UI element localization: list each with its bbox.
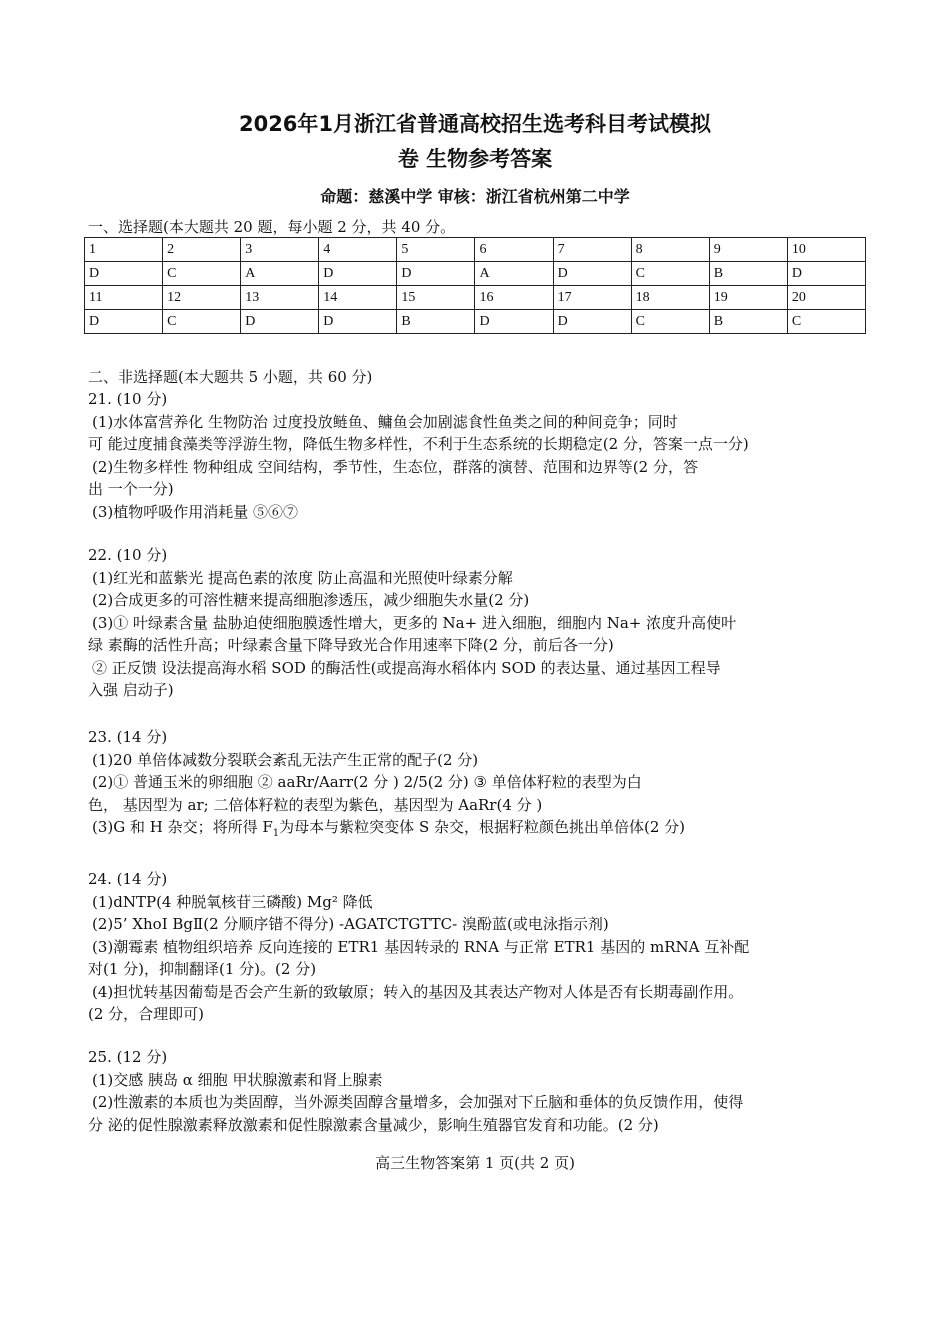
question-23-heading: 23. (14 分) [88, 728, 168, 746]
answer-table-cell: 5 [397, 238, 475, 262]
answer-table-cell: C [631, 262, 709, 286]
question-22 [88, 544, 864, 702]
section1-heading: 一、选择题(本大题共 20 题，每小题 2 分，共 40 分。 [88, 218, 456, 236]
question-23 [88, 726, 864, 846]
q22-line: (1)红光和蓝紫光 提高色素的浓度 防止高温和光照使叶绿素分解 [92, 568, 513, 587]
answer-table-cell: 15 [397, 286, 475, 310]
answer-table-cell: 16 [475, 286, 553, 310]
q22-line: ② 正反馈 设法提高海水稻 SOD 的酶活性(或提高海水稻体内 SOD 的表达量、通过基因工程导 [92, 658, 721, 677]
answer-table-cell: 17 [553, 286, 631, 310]
answer-table-cell: D [85, 262, 163, 286]
answer-table-cell: D [319, 262, 397, 286]
question-22-heading: 22. (10 分) [88, 546, 168, 564]
answer-table-cell: C [787, 310, 865, 334]
q22-line: 绿 素酶的活性升高；叶绿素含量下降导致光合作用速率下降(2 分，前后各一分) [88, 636, 614, 654]
answer-table-cell: C [163, 310, 241, 334]
answer-table-cell: D [553, 262, 631, 286]
answer-table-row [85, 262, 866, 286]
section2-heading: 二、非选择题(本大题共 5 小题，共 60 分) [88, 368, 373, 386]
answer-table-cell: 7 [553, 238, 631, 262]
q24-line: (1)dNTP(4 种脱氧核苷三磷酸) Mg² 降低 [92, 892, 373, 911]
q21-line: (2)生物多样性 物种组成 空间结构，季节性，生态位，群落的演替、范围和边界等(2 分，答 [92, 457, 698, 476]
answer-table-cell: 3 [241, 238, 319, 262]
q22-line: (2)合成更多的可溶性糖来提高细胞渗透压，减少细胞失水量(2 分) [92, 591, 530, 609]
answer-table-cell: 8 [631, 238, 709, 262]
q24-line: (2)5’ XhoI BgⅡ(2 分顺序错不得分) -AGATCTGTTC- 溴酚蓝(或电泳指示剂) [92, 915, 609, 933]
answer-table-cell: 12 [163, 286, 241, 310]
q25-line: (1)交感 胰岛 α 细胞 甲状腺激素和肾上腺素 [92, 1070, 383, 1089]
q24-line: (2 分，合理即可) [88, 1005, 205, 1023]
answer-table-row [85, 238, 866, 262]
exam-credits: 命题：慈溪中学 审核：浙江省杭州第二中学 [320, 187, 630, 206]
q23-line: 色， 基因型为 ar; 二倍体籽粒的表型为紫色，基因型为 AaRr(4 分 ) [88, 795, 543, 814]
answer-table-cell: 2 [163, 238, 241, 262]
answer-table-cell: A [475, 262, 553, 286]
answer-table-cell: 18 [631, 286, 709, 310]
answer-table-cell: D [85, 310, 163, 334]
exam-title-line1: 2026年1月浙江省普通高校招生选考科目考试模拟 [238, 112, 712, 136]
q25-line: 分 泌的促性腺激素释放激素和促性腺激素含量减少，影响生殖器官发育和功能。(2 分) [88, 1115, 659, 1134]
answer-table-cell: D [397, 262, 475, 286]
multiple-choice-answer-table [84, 237, 866, 334]
exam-title-line2: 卷 生物参考答案 [397, 147, 553, 171]
question-21-heading: 21. (10 分) [88, 390, 168, 408]
q23-line: (1)20 单倍体减数分裂联会紊乱无法产生正常的配子(2 分) [92, 750, 479, 769]
q23-line: (2)① 普通玉米的卵细胞 ② aaRr/Aarr(2 分 ) 2/5(2 分) ③ 单倍体籽粒的表型为白 [92, 773, 642, 791]
answer-table-cell: A [241, 262, 319, 286]
question-24 [88, 868, 864, 1026]
answer-table-cell: C [163, 262, 241, 286]
answer-table-cell: 11 [85, 286, 163, 310]
q23-line [92, 816, 864, 846]
q24-line: 对(1 分)，抑制翻译(1 分)。(2 分) [88, 960, 317, 978]
answer-table-cell: D [553, 310, 631, 334]
answer-table-cell: 19 [709, 286, 787, 310]
question-25-heading: 25. (12 分) [88, 1048, 168, 1066]
q23-text: (3)G 和 H 杂交；将所得 F [92, 818, 273, 836]
f1-subscript: 1 [272, 828, 280, 839]
answer-table-cell: 13 [241, 286, 319, 310]
question-21 [88, 388, 864, 523]
answer-table-cell: B [709, 310, 787, 334]
answer-table-cell: B [397, 310, 475, 334]
q22-line: (3)① 叶绿素含量 盐胁迫使细胞膜透性增大，更多的 Na+ 进入细胞，细胞内 Na+ 浓度升高使叶 [92, 613, 737, 632]
q22-line: 入强 启动子) [88, 681, 174, 699]
q24-line: (3)潮霉素 植物组织培养 反向连接的 ETR1 基因转录的 RNA 与正常 ETR1 基因的 mRNA 互补配 [92, 937, 750, 956]
answer-table-cell: 9 [709, 238, 787, 262]
answer-table-cell: 4 [319, 238, 397, 262]
q21-line: 可 能过度捕食藻类等浮游生物，降低生物多样性，不利于生态系统的长期稳定(2 分，答案一点一分) [88, 435, 749, 453]
answer-table-cell: D [787, 262, 865, 286]
page-footer: 高三生物答案第 1 页(共 2 页) [375, 1154, 575, 1172]
answer-table-cell: B [709, 262, 787, 286]
answer-table-cell: 14 [319, 286, 397, 310]
q21-line: 出 一个一分) [88, 480, 174, 498]
answer-table-cell: D [319, 310, 397, 334]
answer-table-cell: C [631, 310, 709, 334]
question-25 [88, 1046, 864, 1136]
answer-table-cell: 6 [475, 238, 553, 262]
question-24-heading: 24. (14 分) [88, 870, 168, 888]
answer-table-cell: 20 [787, 286, 865, 310]
q23-text: 为母本与紫粒突变体 S 杂交，根据籽粒颜色挑出单倍体(2 分) [279, 818, 686, 836]
q24-line: (4)担忧转基因葡萄是否会产生新的致敏原；转入的基因及其表达产物对人体是否有长期毒副作用。 [92, 982, 744, 1001]
q25-line: (2)性激素的本质也为类固醇，当外源类固醇含量增多，会加强对下丘脑和垂体的负反馈作用，使得 [92, 1093, 744, 1111]
answer-table-row [85, 310, 866, 334]
q21-line: (1)水体富营养化 生物防治 过度投放鲢鱼、鳙鱼会加剧滤食性鱼类之间的种间竞争；同时 [92, 412, 678, 431]
q21-line: (3)植物呼吸作用消耗量 ⑤⑥⑦ [92, 502, 299, 521]
answer-table-cell: 1 [85, 238, 163, 262]
answer-table-row [85, 286, 866, 310]
answer-table-cell: 10 [787, 238, 865, 262]
answer-table-cell: D [475, 310, 553, 334]
answer-table-cell: D [241, 310, 319, 334]
